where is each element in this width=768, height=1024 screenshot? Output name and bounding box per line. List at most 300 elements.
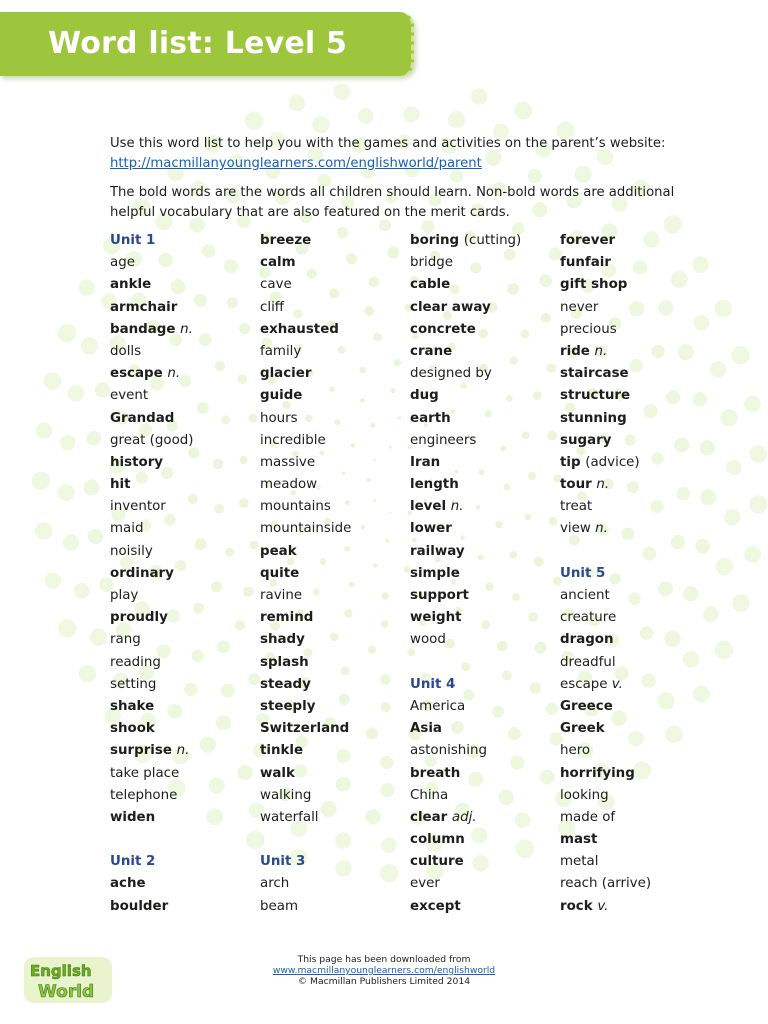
word-item <box>110 496 194 518</box>
word-text: lower <box>410 521 452 537</box>
word-text: view <box>560 521 591 537</box>
spacer <box>410 652 521 674</box>
background-dot <box>744 396 761 413</box>
background-dot <box>60 435 76 451</box>
word-item <box>410 851 521 873</box>
background-dot <box>58 484 75 501</box>
word-item <box>560 430 651 452</box>
word-item <box>560 763 651 785</box>
word-text: take place <box>110 765 180 781</box>
background-dot <box>83 479 99 495</box>
background-dot <box>369 277 380 288</box>
background-dot <box>547 363 557 373</box>
footer-link[interactable]: www.macmillanyounglearners.com/englishworld <box>272 965 496 976</box>
word-text: great (good) <box>110 432 194 448</box>
word-text: event <box>110 388 149 404</box>
english-world-logo <box>22 955 114 1005</box>
background-dot <box>78 279 95 296</box>
word-text: boulder <box>110 898 169 914</box>
spacer <box>110 829 194 851</box>
background-dot <box>389 446 392 449</box>
word-item <box>110 408 194 430</box>
word-text: age <box>110 255 135 271</box>
background-dot <box>216 715 231 730</box>
word-text: splash <box>260 654 309 670</box>
background-dot <box>211 581 222 592</box>
word-text: cable <box>410 277 451 293</box>
background-dot <box>381 838 397 854</box>
word-text: tip <box>560 454 581 470</box>
word-text: level <box>410 499 447 515</box>
word-item <box>560 652 651 674</box>
word-item <box>410 385 521 407</box>
word-text: dragon <box>560 632 614 648</box>
word-text: sugary <box>560 432 612 448</box>
word-text: armchair <box>110 299 178 315</box>
word-text: walk <box>260 765 295 781</box>
background-dot <box>533 391 542 400</box>
word-item <box>260 297 351 319</box>
unit-heading: Unit 2 <box>110 854 156 870</box>
word-item <box>110 452 194 474</box>
word-text: cave <box>260 277 292 293</box>
word-item <box>410 718 521 740</box>
word-text: clear <box>410 809 448 825</box>
word-text: except <box>410 898 461 914</box>
background-dot <box>720 409 737 426</box>
background-dot <box>528 472 536 480</box>
background-dot <box>214 504 224 514</box>
word-text: treat <box>560 499 593 515</box>
word-text: engineers <box>410 432 477 448</box>
word-text: column <box>410 832 465 848</box>
background-dot <box>79 665 97 683</box>
word-text: ache <box>110 876 146 892</box>
word-text: proudly <box>110 610 168 626</box>
background-dot <box>658 300 673 315</box>
background-dot <box>239 498 249 508</box>
word-item <box>110 319 194 341</box>
background-dot <box>245 112 263 130</box>
word-text: noisily <box>110 543 153 559</box>
word-item <box>260 541 351 563</box>
background-dot <box>710 361 726 377</box>
background-dot <box>549 517 558 526</box>
word-text: widen <box>110 809 156 825</box>
word-item <box>410 430 521 452</box>
background-dot <box>535 642 547 654</box>
word-item <box>110 297 194 319</box>
word-text: ordinary <box>110 565 174 581</box>
background-dot <box>95 382 110 397</box>
background-dot <box>221 684 235 698</box>
background-dot <box>206 809 223 826</box>
word-suffix: n. <box>595 521 608 537</box>
word-item <box>410 408 521 430</box>
word-item <box>110 363 194 385</box>
word-text: stunning <box>560 410 627 426</box>
word-text: hit <box>110 477 131 493</box>
word-item <box>410 873 521 895</box>
word-text: escape <box>110 366 163 382</box>
word-text: wood <box>410 632 446 648</box>
background-dot <box>666 390 680 404</box>
word-text: waterfall <box>260 809 319 825</box>
background-dot <box>515 102 533 120</box>
word-text: dreadful <box>560 654 616 670</box>
word-suffix: (advice) <box>585 454 640 470</box>
background-dot <box>380 756 393 769</box>
word-item <box>260 807 351 829</box>
background-dot <box>677 487 690 500</box>
background-dot <box>360 398 365 403</box>
word-suffix: n. <box>176 743 190 759</box>
word-item <box>560 629 651 651</box>
background-dot <box>364 306 374 316</box>
parent-website-link[interactable]: http://macmillanyounglearners.com/englishworld/parent <box>110 156 482 171</box>
word-item <box>260 652 351 674</box>
logo-line-2: World <box>38 982 95 1002</box>
word-text: telephone <box>110 787 178 803</box>
word-text: breeze <box>260 233 312 248</box>
word-text: steady <box>260 676 311 692</box>
word-item <box>110 763 194 785</box>
word-item <box>260 474 351 496</box>
word-item <box>560 385 651 407</box>
background-dot <box>695 539 710 554</box>
word-text: culture <box>410 854 464 870</box>
word-text: escape <box>560 676 608 692</box>
background-dot <box>312 116 329 133</box>
word-text: never <box>560 299 599 315</box>
word-item <box>260 629 351 651</box>
word-item <box>560 408 651 430</box>
spacer <box>260 829 351 851</box>
word-item <box>110 518 194 540</box>
word-item <box>260 452 351 474</box>
background-dot <box>540 770 555 785</box>
word-text: astonishing <box>410 743 488 759</box>
word-item <box>260 763 351 785</box>
background-dot <box>366 728 378 740</box>
word-item <box>560 896 651 918</box>
word-text: shake <box>110 698 155 714</box>
word-text: length <box>410 477 459 493</box>
background-dot <box>243 587 254 598</box>
copyright: © Macmillan Publishers Limited 2014 <box>297 976 471 987</box>
background-dot <box>209 778 225 794</box>
word-item <box>560 297 651 319</box>
word-text: history <box>110 454 164 470</box>
background-dot <box>674 438 689 453</box>
word-item <box>410 252 521 274</box>
word-item <box>260 363 351 385</box>
unit-heading: Unit 4 <box>410 676 456 692</box>
word-text: beam <box>260 898 298 914</box>
background-dot <box>547 431 557 441</box>
background-dot <box>88 529 103 544</box>
background-dot <box>373 333 381 341</box>
background-dot <box>359 367 366 374</box>
word-text: made of <box>560 809 616 825</box>
background-dot <box>221 415 230 424</box>
word-item <box>110 696 194 718</box>
background-dot <box>528 612 538 622</box>
word-item <box>260 740 351 762</box>
word-item <box>560 785 651 807</box>
word-item <box>110 252 194 274</box>
word-item <box>560 674 651 696</box>
background-dot <box>471 88 488 105</box>
word-item <box>560 496 651 518</box>
background-dot <box>380 783 394 797</box>
word-text: structure <box>560 388 631 404</box>
word-item <box>260 896 351 918</box>
background-dot <box>750 445 768 463</box>
word-text: crane <box>410 343 453 359</box>
background-dot <box>381 702 391 712</box>
background-dot <box>716 558 733 575</box>
background-dot <box>81 337 98 354</box>
intro-paragraph: The bold words are the words all children should learn. Non-bold words are additional helpful vocabulary that are also featured on the merit cards. <box>110 185 675 220</box>
background-dot <box>671 271 688 288</box>
unit-heading: Unit 3 <box>260 854 306 870</box>
word-text: play <box>110 588 139 603</box>
background-dot <box>693 686 710 703</box>
word-text: ankle <box>110 277 152 293</box>
word-item <box>410 785 521 807</box>
word-item <box>410 496 521 518</box>
background-dot <box>724 509 740 525</box>
background-dot <box>714 300 732 318</box>
word-text: rock <box>560 898 593 914</box>
word-item <box>560 452 651 474</box>
word-text: clear away <box>410 299 491 315</box>
background-dot <box>44 372 62 390</box>
word-item <box>260 696 351 718</box>
logo-line-1: English <box>30 962 92 980</box>
background-dot <box>86 431 101 446</box>
background-dot <box>45 572 62 589</box>
word-item <box>410 341 521 363</box>
background-dot <box>390 388 395 393</box>
background-dot <box>367 478 371 482</box>
background-dot <box>683 586 698 601</box>
word-suffix: (cutting) <box>463 233 522 248</box>
word-item <box>560 319 651 341</box>
word-item <box>560 474 651 496</box>
background-dot <box>365 809 380 824</box>
background-dot <box>67 385 83 401</box>
word-text: incredible <box>260 432 326 448</box>
word-item <box>560 718 651 740</box>
word-item <box>410 474 521 496</box>
word-item <box>410 607 521 629</box>
background-dot <box>651 452 663 464</box>
word-item <box>260 385 351 407</box>
background-dot <box>387 247 399 259</box>
word-text: reach (arrive) <box>560 876 652 892</box>
background-dot <box>32 472 50 490</box>
word-item <box>260 430 351 452</box>
background-dot <box>193 603 204 614</box>
background-dot <box>58 324 76 342</box>
background-dot <box>200 737 216 753</box>
word-item <box>560 274 651 296</box>
word-item <box>260 496 351 518</box>
word-text: maid <box>110 521 144 537</box>
word-item <box>410 829 521 851</box>
word-text: steeply <box>260 698 316 714</box>
word-item <box>410 696 521 718</box>
word-text: precious <box>560 321 617 337</box>
background-dot <box>358 108 374 124</box>
footer <box>0 954 768 987</box>
background-dot <box>651 500 664 513</box>
word-item <box>260 319 351 341</box>
intro-text <box>110 134 710 223</box>
unit-heading: Unit 1 <box>110 233 156 248</box>
word-item <box>260 274 351 296</box>
word-text: funfair <box>560 255 611 271</box>
word-text: setting <box>110 676 157 692</box>
word-item <box>260 252 351 274</box>
background-dot <box>703 606 719 622</box>
background-dot <box>744 546 761 563</box>
word-text: breath <box>410 765 461 781</box>
background-dot <box>394 359 401 366</box>
word-text: ever <box>410 876 440 892</box>
word-text: Switzerland <box>260 721 350 737</box>
background-dot <box>530 682 541 693</box>
word-item <box>110 896 194 918</box>
background-dot <box>534 557 544 567</box>
word-text: Grandad <box>110 410 175 426</box>
word-item <box>410 518 521 540</box>
word-item <box>410 319 521 341</box>
word-text: hero <box>560 743 591 759</box>
background-dot <box>227 297 238 308</box>
word-column-3 <box>410 230 521 918</box>
background-dot <box>368 646 376 654</box>
word-item <box>110 274 194 296</box>
background-dot <box>525 514 532 521</box>
word-text: reading <box>110 654 161 670</box>
word-text: mast <box>560 832 598 848</box>
background-dot <box>289 95 306 112</box>
word-column-1 <box>110 230 194 918</box>
spacer <box>560 541 651 563</box>
background-dot <box>683 651 699 667</box>
background-dot <box>197 402 209 414</box>
word-text: tinkle <box>260 743 304 759</box>
word-item <box>560 230 651 252</box>
background-dot <box>215 361 225 371</box>
background-dot <box>373 563 378 568</box>
word-suffix: adj. <box>451 809 477 825</box>
word-item <box>110 474 194 496</box>
word-item <box>260 341 351 363</box>
background-dot <box>448 111 465 128</box>
background-dot <box>521 330 530 339</box>
background-dot <box>213 459 224 470</box>
background-dot <box>250 541 259 550</box>
word-text: tour <box>560 477 592 493</box>
word-item <box>110 629 194 651</box>
background-dot <box>194 294 207 307</box>
word-item <box>260 230 351 252</box>
word-text: surprise <box>110 743 172 759</box>
word-text: boring <box>410 233 460 248</box>
background-dot <box>522 432 530 440</box>
background-dot <box>63 534 79 550</box>
background-dot <box>385 539 389 543</box>
word-text: support <box>410 588 469 603</box>
word-text: China <box>410 787 449 803</box>
word-text: shook <box>110 721 155 737</box>
word-suffix: n. <box>450 499 464 515</box>
word-text: calm <box>260 255 296 271</box>
word-item <box>410 585 521 607</box>
background-dot <box>700 440 715 455</box>
word-item <box>410 563 521 585</box>
word-item <box>110 585 194 607</box>
word-item <box>110 652 194 674</box>
word-text: mountains <box>260 499 331 515</box>
word-item <box>410 740 521 762</box>
background-dot <box>665 726 683 744</box>
word-text: ravine <box>260 588 303 603</box>
word-text: Iran <box>410 454 441 470</box>
background-dot <box>35 522 53 540</box>
word-item <box>410 230 521 252</box>
background-dot <box>380 674 391 685</box>
word-text: bridge <box>410 255 453 271</box>
background-dot <box>749 495 767 513</box>
word-suffix: v. <box>611 676 623 692</box>
background-dot <box>381 620 389 628</box>
background-dot <box>373 459 375 461</box>
word-text: rang <box>110 632 141 648</box>
background-dot <box>334 84 351 101</box>
word-item <box>560 829 651 851</box>
word-text: ancient <box>560 588 610 603</box>
background-dot <box>700 489 716 505</box>
background-dot <box>692 256 709 273</box>
background-dot <box>58 619 76 637</box>
background-dot <box>651 345 664 358</box>
background-dot <box>731 346 749 364</box>
background-dot <box>541 313 551 323</box>
word-text: forever <box>560 233 616 248</box>
background-dot <box>732 594 750 612</box>
footer-note: This page has been downloaded from <box>297 954 471 965</box>
word-item <box>410 541 521 563</box>
word-text: ride <box>560 343 590 359</box>
word-text: dolls <box>110 343 142 359</box>
background-dot <box>398 416 402 420</box>
word-text: massive <box>260 454 316 470</box>
word-item <box>560 807 651 829</box>
background-dot <box>224 259 238 273</box>
background-dot <box>36 422 53 439</box>
background-dot <box>546 703 558 715</box>
word-text: arch <box>260 876 290 892</box>
word-text: looking <box>560 787 609 803</box>
word-text: cliff <box>260 299 285 315</box>
word-text: bandage <box>110 321 176 337</box>
word-item <box>110 385 194 407</box>
